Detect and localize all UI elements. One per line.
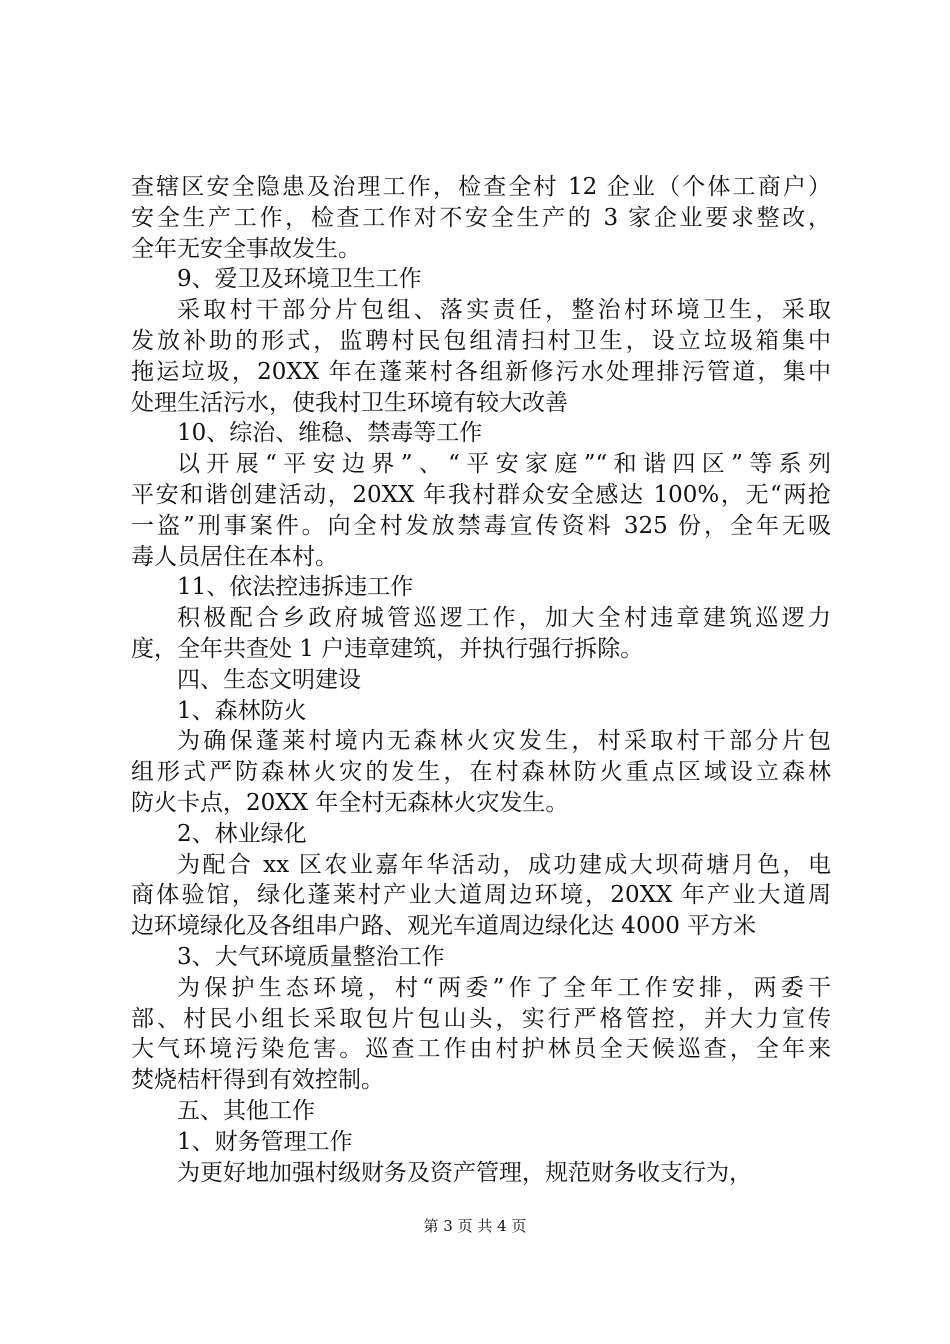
body-paragraph (131, 850, 831, 942)
text-line: 部、村民小组长采取包片包山头，实行严格管控，并大力宣传 (131, 1005, 831, 1032)
text-line: 1、财务管理工作 (177, 1128, 353, 1155)
text-line: 度，全年共查处 1 户违章建筑，并执行强行拆除。 (131, 635, 644, 662)
body-paragraph (131, 973, 831, 1096)
section-heading (131, 418, 831, 449)
section-heading (131, 665, 831, 696)
section-heading (131, 1127, 831, 1158)
text-line: 焚烧桔杆得到有效控制。 (131, 1067, 384, 1094)
text-line: 一盗”刑事案件。向全村发放禁毒宣传资料 325 份，全年无吸 (131, 512, 831, 539)
text-line: 毒人员居住在本村。 (131, 543, 338, 570)
body-paragraph (131, 726, 831, 818)
text-line: 为配合 xx 区农业嘉年华活动，成功建成大坝荷塘月色，电 (177, 851, 831, 878)
text-line: 商体验馆，绿化蓬莱村产业大道周边环境，20XX 年产业大道周 (131, 882, 831, 909)
text-line: 五、其他工作 (177, 1097, 315, 1124)
body-paragraph (131, 449, 831, 572)
section-heading (131, 572, 831, 603)
text-line: 全年无安全事故发生。 (131, 235, 361, 262)
section-heading (131, 819, 831, 850)
text-line: 采取村干部分片包组、落实责任，整治村环境卫生，采取 (177, 297, 831, 324)
text-line: 处理生活污水，使我村卫生环境有较大改善 (131, 389, 568, 416)
section-heading (131, 1096, 831, 1127)
text-line: 积极配合乡政府城管巡逻工作，加大全村违章建筑巡逻力 (177, 605, 831, 632)
text-line: 为保护生态环境，村“两委”作了全年工作安排，两委干 (177, 974, 831, 1001)
text-line: 边环境绿化及各组串户路、观光车道周边绿化达 4000 平方米 (131, 913, 757, 940)
section-heading (131, 264, 831, 295)
text-line: 发放补助的形式，监聘村民包组清扫村卫生，设立垃圾箱集中 (131, 327, 831, 354)
body-paragraph (131, 172, 831, 264)
text-line: 为更好地加强村级财务及资产管理，规范财务收支行为， (177, 1159, 752, 1186)
text-line: 以开展“平安边界”、“平安家庭”“和谐四区”等系列 (177, 451, 831, 478)
body-paragraph (131, 295, 831, 418)
text-line: 为确保蓬莱村境内无森林火灾发生，村采取村干部分片包 (177, 728, 831, 755)
text-line: 10、综治、维稳、禁毒等工作 (177, 420, 483, 447)
text-line: 四、生态文明建设 (177, 666, 361, 693)
body-paragraph (131, 603, 831, 665)
document-body (131, 172, 831, 1188)
page-footer: 第 3 页 共 4 页 (423, 1217, 527, 1235)
text-line: 防火卡点，20XX 年全村无森林火灾发生。 (131, 789, 569, 816)
text-line: 3、大气环境质量整治工作 (177, 943, 445, 970)
text-line: 9、爱卫及环境卫生工作 (177, 266, 422, 293)
section-heading (131, 942, 831, 973)
text-line: 组形式严防森林火灾的发生，在村森林防火重点区域设立森林 (131, 759, 831, 786)
text-line: 大气环境污染危害。巡查工作由村护林员全天候巡查，全年来 (131, 1036, 831, 1063)
text-line: 11、依法控违拆违工作 (177, 574, 414, 601)
text-line: 2、林业绿化 (177, 820, 307, 847)
text-line: 查辖区安全隐患及治理工作，检查全村 12 企业（个体工商户） (131, 174, 831, 200)
text-line: 安全生产工作，检查工作对不安全生产的 3 家企业要求整改， (131, 204, 831, 231)
text-line: 平安和谐创建活动，20XX 年我村群众安全感达 100%，无“两抢 (131, 481, 831, 508)
text-line: 1、森林防火 (177, 697, 307, 724)
text-line: 拖运垃圾，20XX 年在蓬莱村各组新修污水处理排污管道，集中 (131, 358, 831, 385)
section-heading (131, 696, 831, 727)
body-paragraph (131, 1158, 831, 1189)
